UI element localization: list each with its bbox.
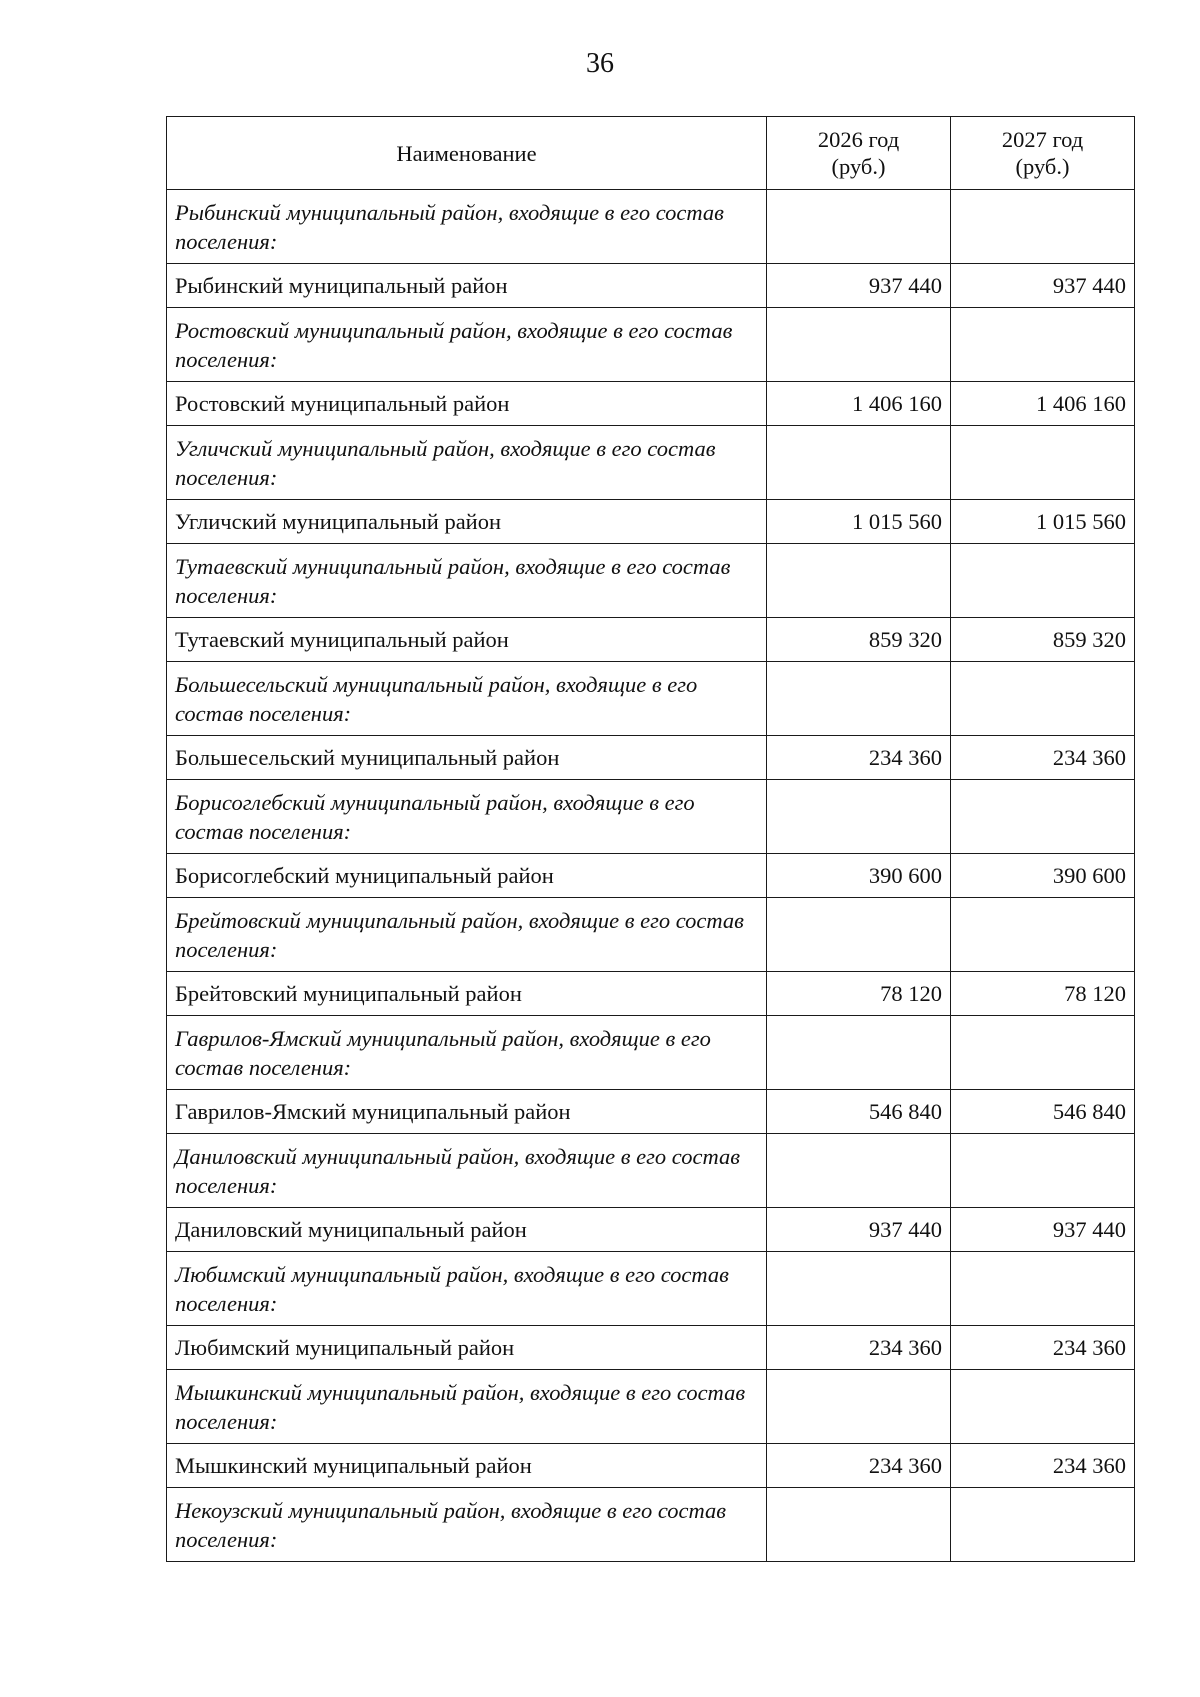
group-heading-row: [167, 544, 1135, 618]
group-heading-row: [167, 898, 1135, 972]
group-heading-row: [167, 662, 1135, 736]
value-2027-cell: 78 120: [951, 972, 1135, 1016]
value-2027-cell: [951, 426, 1135, 500]
value-2027-cell: [951, 662, 1135, 736]
group-heading-cell: Угличский муниципальный район, входящие в его состав поселения:: [167, 426, 767, 500]
value-2027-cell: 859 320: [951, 618, 1135, 662]
value-2027-cell: [951, 898, 1135, 972]
value-2027-cell: 234 360: [951, 1444, 1135, 1488]
group-heading-row: [167, 1252, 1135, 1326]
value-2026-cell: [767, 1488, 951, 1562]
district-row: [167, 854, 1135, 898]
value-2026-cell: [767, 308, 951, 382]
group-heading-cell: Брейтовский муниципальный район, входящие в его состав поселения:: [167, 898, 767, 972]
district-name-cell: Гаврилов-Ямский муниципальный район: [167, 1090, 767, 1134]
value-2027-cell: 937 440: [951, 264, 1135, 308]
table-body: [167, 190, 1135, 1562]
group-heading-row: [167, 426, 1135, 500]
value-2027-cell: 234 360: [951, 1326, 1135, 1370]
header-year-2027: [951, 117, 1135, 190]
value-2026-cell: [767, 898, 951, 972]
value-2027-cell: [951, 544, 1135, 618]
value-2027-cell: 546 840: [951, 1090, 1135, 1134]
value-2026-cell: 1 015 560: [767, 500, 951, 544]
value-2026-cell: [767, 662, 951, 736]
value-2027-cell: 1 406 160: [951, 382, 1135, 426]
district-row: [167, 1444, 1135, 1488]
group-heading-row: [167, 1370, 1135, 1444]
value-2027-cell: [951, 1252, 1135, 1326]
value-2027-cell: [951, 190, 1135, 264]
district-name-cell: Даниловский муниципальный район: [167, 1208, 767, 1252]
group-heading-cell: Тутаевский муниципальный район, входящие в его состав поселения:: [167, 544, 767, 618]
district-name-cell: Тутаевский муниципальный район: [167, 618, 767, 662]
group-heading-row: [167, 1016, 1135, 1090]
group-heading-cell: Большесельский муниципальный район, входящие в его состав поселения:: [167, 662, 767, 736]
group-heading-cell: Рыбинский муниципальный район, входящие в его состав поселения:: [167, 190, 767, 264]
value-2026-cell: [767, 1370, 951, 1444]
value-2027-cell: [951, 308, 1135, 382]
group-heading-row: [167, 1134, 1135, 1208]
district-row: [167, 972, 1135, 1016]
value-2027-cell: 390 600: [951, 854, 1135, 898]
district-row: [167, 736, 1135, 780]
value-2026-cell: 1 406 160: [767, 382, 951, 426]
value-2026-cell: [767, 1134, 951, 1208]
value-2026-cell: 390 600: [767, 854, 951, 898]
page-number: 36: [586, 48, 614, 79]
district-row: [167, 382, 1135, 426]
district-row: [167, 1326, 1135, 1370]
value-2027-cell: 1 015 560: [951, 500, 1135, 544]
value-2026-cell: 937 440: [767, 264, 951, 308]
value-2026-cell: 78 120: [767, 972, 951, 1016]
value-2026-cell: 234 360: [767, 736, 951, 780]
value-2027-cell: 937 440: [951, 1208, 1135, 1252]
district-name-cell: Брейтовский муниципальный район: [167, 972, 767, 1016]
value-2026-cell: [767, 426, 951, 500]
header-year-2027-unit: (руб.): [1015, 154, 1070, 179]
group-heading-row: [167, 780, 1135, 854]
group-heading-cell: Любимский муниципальный район, входящие в его состав поселения:: [167, 1252, 767, 1326]
group-heading-cell: Некоузский муниципальный район, входящие в его состав поселения:: [167, 1488, 767, 1562]
group-heading-cell: Борисоглебский муниципальный район, входящие в его состав поселения:: [167, 780, 767, 854]
header-year-2027-label: 2027 год: [1001, 127, 1084, 152]
district-row: [167, 500, 1135, 544]
value-2027-cell: [951, 1488, 1135, 1562]
value-2026-cell: [767, 190, 951, 264]
group-heading-row: [167, 190, 1135, 264]
district-row: [167, 1090, 1135, 1134]
value-2026-cell: 234 360: [767, 1444, 951, 1488]
table-header-row: [167, 117, 1135, 190]
group-heading-row: [167, 308, 1135, 382]
value-2026-cell: [767, 544, 951, 618]
value-2026-cell: [767, 1016, 951, 1090]
budget-table: [166, 116, 1135, 1562]
district-name-cell: Любимский муниципальный район: [167, 1326, 767, 1370]
district-row: [167, 264, 1135, 308]
group-heading-cell: Даниловский муниципальный район, входящие в его состав поселения:: [167, 1134, 767, 1208]
value-2026-cell: [767, 780, 951, 854]
value-2027-cell: 234 360: [951, 736, 1135, 780]
district-name-cell: Рыбинский муниципальный район: [167, 264, 767, 308]
value-2026-cell: 859 320: [767, 618, 951, 662]
header-year-2026: [767, 117, 951, 190]
value-2026-cell: 937 440: [767, 1208, 951, 1252]
value-2027-cell: [951, 1016, 1135, 1090]
district-name-cell: Мышкинский муниципальный район: [167, 1444, 767, 1488]
header-year-2026-unit: (руб.): [831, 154, 886, 179]
district-name-cell: Большесельский муниципальный район: [167, 736, 767, 780]
group-heading-cell: Ростовский муниципальный район, входящие в его состав поселения:: [167, 308, 767, 382]
value-2026-cell: 546 840: [767, 1090, 951, 1134]
district-row: [167, 1208, 1135, 1252]
header-year-2026-label: 2026 год: [817, 127, 900, 152]
value-2027-cell: [951, 1370, 1135, 1444]
group-heading-row: [167, 1488, 1135, 1562]
group-heading-cell: Гаврилов-Ямский муниципальный район, входящие в его состав поселения:: [167, 1016, 767, 1090]
district-name-cell: Угличский муниципальный район: [167, 500, 767, 544]
district-name-cell: Борисоглебский муниципальный район: [167, 854, 767, 898]
value-2026-cell: [767, 1252, 951, 1326]
header-name: Наименование: [167, 117, 767, 190]
group-heading-cell: Мышкинский муниципальный район, входящие в его состав поселения:: [167, 1370, 767, 1444]
district-name-cell: Ростовский муниципальный район: [167, 382, 767, 426]
district-row: [167, 618, 1135, 662]
value-2027-cell: [951, 1134, 1135, 1208]
value-2026-cell: 234 360: [767, 1326, 951, 1370]
value-2027-cell: [951, 780, 1135, 854]
